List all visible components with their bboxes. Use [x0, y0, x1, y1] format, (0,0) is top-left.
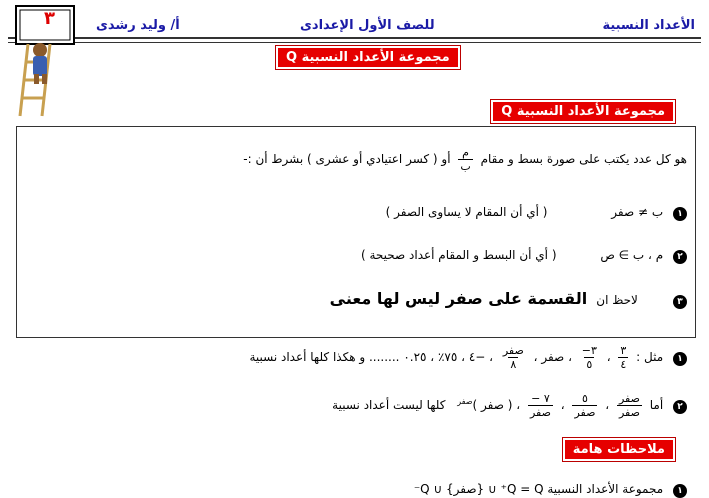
item-3-pre: لاحظ ان	[596, 293, 638, 307]
definition-fraction	[458, 146, 472, 173]
header-teacher: أ/ وليد رشدى	[96, 18, 180, 33]
fraction-numerator: م	[462, 146, 469, 159]
example-1-fraction-b	[580, 344, 599, 371]
example-1-label: مثل :	[636, 350, 664, 364]
definition-item-2	[361, 248, 687, 264]
item-1-condition: ب ≠ صفر	[611, 205, 664, 219]
fraction-denominator: ٥	[586, 358, 593, 371]
title-box: مجموعة الأعداد النسبية Q	[276, 46, 460, 69]
fraction-denominator: ٤	[620, 358, 627, 371]
item-3-statement: القسمة على صفر ليس لها معنى	[329, 289, 588, 308]
notes-box: ملاحظات هامة	[563, 438, 675, 461]
example-1-zero: صفر	[541, 350, 565, 364]
example-1-fraction-a	[618, 344, 628, 371]
example-2-label: أما	[649, 398, 664, 412]
fraction-numerator: ٣	[620, 344, 627, 357]
example-2-fraction-a	[617, 392, 642, 419]
header-grade: للصف الأول الإعدادى	[300, 18, 435, 33]
example-2-fraction-c	[528, 392, 553, 419]
fraction-denominator: صفر	[574, 406, 596, 419]
example-2-tail: كلها ليست أعداد نسبية	[332, 398, 446, 412]
bullet-3: ٣	[673, 295, 687, 309]
example-bullet-2: ٢	[673, 400, 687, 414]
fraction-numerator: صفر	[618, 392, 640, 405]
item-2-condition: م ، ب ∋ ص	[600, 248, 664, 262]
header-rule	[8, 37, 701, 43]
fraction-denominator: صفر	[618, 406, 640, 419]
bullet-1: ١	[673, 207, 687, 221]
definition-item-3	[330, 289, 687, 309]
definition-intro-b: أو ( كسر اعتيادي أو عشرى ) بشرط أن :-	[243, 152, 451, 166]
header-topic: الأعداد النسبية	[602, 18, 695, 33]
fraction-numerator: صفر	[502, 344, 524, 357]
fraction-denominator: ب	[460, 160, 471, 173]
example-1-tail: −٤ ، ٧٥٪ ، ٠.٢٥ ........ و هكذا كلها أعداد نسبية	[249, 350, 486, 364]
notes-bullet-1: ١	[673, 484, 687, 498]
definition-intro-a: هو كل عدد يكتب على صورة بسط و مقام	[480, 152, 687, 166]
fraction-denominator: ٨	[510, 358, 517, 371]
fraction-numerator: ٧ −	[531, 392, 550, 405]
example-2-power: ( صفر )	[472, 398, 513, 412]
example-1-fraction-c	[501, 344, 526, 371]
last-line	[414, 482, 687, 498]
fraction-numerator: ٣−	[581, 344, 597, 357]
last-line-text: مجموعة الأعداد النسبية Q = Q⁺ ∪ {صفر} ∪ Q⁻	[413, 482, 664, 496]
example-2-fraction-b	[572, 392, 597, 419]
logo-number: ٣	[44, 8, 55, 29]
example-1: ١ مثل : $\frac{٣}{٤}$ ، $\frac{٣-}{٥}$ ، صفر ، $\frac{\text{صفر}}{٨}$ ، −٤ ، ٧٥٪ ، ٠.٢٥ ........ و هكذا كلها أعداد نسبية	[249, 344, 687, 371]
bullet-2: ٢	[673, 250, 687, 264]
example-2: ٢ أما $\frac{\text{صفر}}{\text{صفر}}$ ، $\frac{٥}{\text{صفر}}$ ، $\frac{٧ -}{\text{صفر}}$ ، ( صفر )$^{صفر}$ كلها ليست أعداد نسبية	[332, 392, 687, 419]
item-2-note: ( أي أن البسط و المقام أعداد صحيحة )	[360, 248, 557, 262]
definition-intro	[243, 146, 687, 173]
item-1-note: ( أي أن المقام لا يساوى الصفر )	[385, 205, 548, 219]
definition-item-1	[386, 205, 687, 221]
fraction-denominator: صفر	[529, 406, 551, 419]
example-2-exponent: صفر	[457, 397, 473, 406]
section-box: مجموعة الأعداد النسبية Q	[491, 100, 675, 123]
example-bullet-1: ١	[673, 352, 687, 366]
fraction-numerator: ٥	[581, 392, 588, 405]
